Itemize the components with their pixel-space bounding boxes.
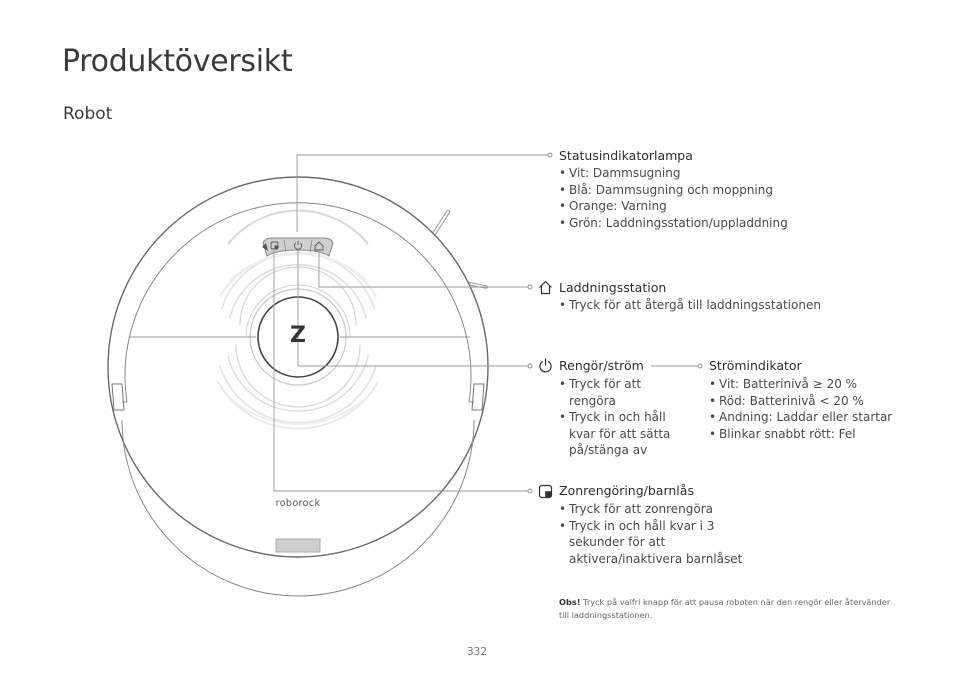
list-item: • Grön: Laddningsstation/uppladdning	[559, 215, 879, 232]
list-item: • Röd: Batterinivå < 20 %	[709, 393, 909, 410]
section-title: Robot	[63, 104, 113, 124]
power-heading: Rengör/ström	[559, 358, 644, 373]
note-label: Obs!	[559, 597, 581, 607]
zone-lock-icon	[538, 484, 553, 499]
dock-heading: Laddningsstation	[559, 280, 667, 295]
dock-list	[559, 297, 889, 314]
note	[559, 596, 894, 621]
list-item: • Blå: Dammsugning och moppning	[559, 182, 879, 199]
power-indicator-list	[709, 376, 909, 442]
power-list	[559, 376, 679, 459]
page-number: 332	[466, 646, 488, 658]
power-indicator-heading: Strömindikator	[709, 358, 802, 373]
list-item: • Vit: Dammsugning	[559, 165, 879, 182]
list-item: • Blinkar snabbt rött: Fel	[709, 426, 909, 443]
robot-logo: Z	[290, 323, 306, 348]
zone-heading: Zonrengöring/barnlås	[559, 483, 694, 498]
robot-brand-label: roborock	[275, 498, 321, 509]
zone-list	[559, 501, 764, 567]
list-item: • Vit: Batterinivå ≥ 20 %	[709, 376, 909, 393]
bumper-sensor	[276, 539, 320, 552]
list-item: • Tryck in och håll kvar för att sätta på/stänga av	[559, 409, 679, 459]
list-item: • Orange: Varning	[559, 198, 879, 215]
list-item: • Andning: Laddar eller startar	[709, 409, 909, 426]
list-item: • Tryck för att rengöra	[559, 376, 679, 409]
status-light-heading: Statusindikatorlampa	[559, 148, 693, 163]
home-icon	[538, 280, 553, 295]
page-title: Produktöversikt	[62, 44, 293, 79]
power-icon	[538, 358, 553, 373]
list-item: • Tryck in och håll kvar i 3 sekunder för att aktivera/inaktivera barnlåset	[559, 518, 764, 568]
list-item: • Tryck för att zonrengöra	[559, 501, 764, 518]
note-text: Tryck på valfri knapp för att pausa roboten när den rengör eller återvänder till laddningsstationen.	[559, 597, 891, 620]
list-item: • Tryck för att återgå till laddningsstationen	[559, 297, 889, 314]
status-light-list	[559, 165, 879, 231]
